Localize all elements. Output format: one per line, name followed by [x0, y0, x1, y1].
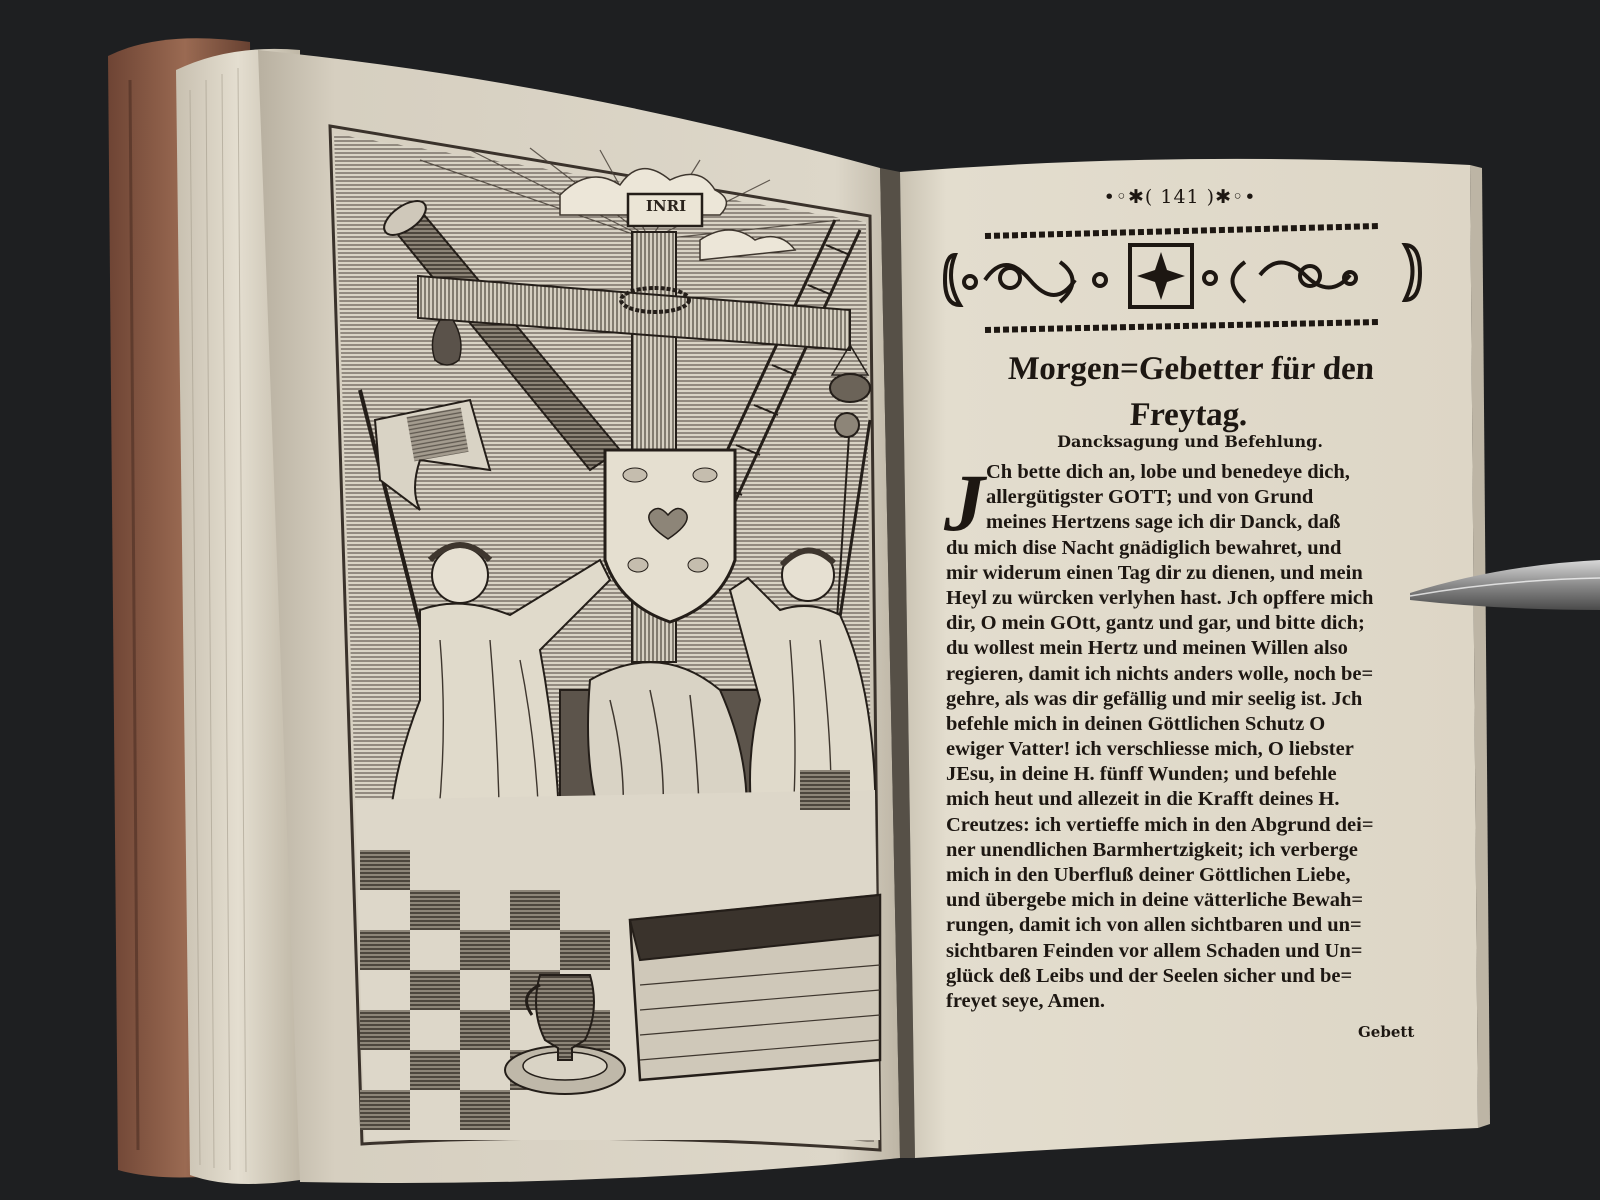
body-line: JEsu, in deine H. fünff Wunden; und befehle — [946, 763, 1337, 786]
body-line: ewiger Vatter! ich verschliesse mich, O liebster — [946, 738, 1354, 761]
body-line: gehre, als was dir gefällig und mir seelig ist. Jch — [946, 687, 1363, 710]
page-title — [938, 346, 1443, 438]
body-line: rungen, damit ich von allen sichtbaren und un= — [946, 914, 1362, 937]
body-line: meines Hertzens sage ich dir Danck, daß — [986, 511, 1341, 534]
body-line: du wollest mein Hertz und meinen Willen also — [946, 637, 1348, 660]
page-title-line-2: Freytag. — [1129, 397, 1249, 433]
inri-plaque-text: INRI — [645, 197, 687, 215]
body-line: dir, O mein GOtt, gantz und gar, und bitte dich; — [946, 612, 1365, 635]
page-title-line-1: Morgen=Gebetter für den — [1007, 351, 1376, 387]
body-line: allergütigster GOTT; und von Grund — [986, 486, 1314, 509]
body-line: befehle mich in deinen Göttlichen Schutz O — [946, 712, 1326, 735]
body-line: Creutzes: ich vertieffe mich in den Abgrund dei= — [946, 813, 1374, 836]
body-line: und übergebe mich in deine vätterliche Bewah= — [946, 889, 1364, 912]
body-line: sichtbaren Feinden vor allem Schaden und Un= — [946, 939, 1363, 962]
catchword: Gebett — [1358, 1023, 1415, 1041]
prayer-body-text — [944, 457, 1412, 1014]
body-line: mir widerum einen Tag dir zu dienen, und mein — [946, 561, 1363, 584]
body-line: glück deß Leibs und der Seelen sicher und be= — [946, 964, 1353, 987]
body-line: mich in den Uberfluß deiner Göttlichen Liebe, — [946, 864, 1351, 886]
tub — [630, 895, 880, 1080]
body-line: regieren, damit ich nichts anders wolle, noch be= — [946, 662, 1374, 685]
page-number: •◦✱( 141 )✱◦• — [1103, 186, 1257, 208]
body-line: Ch bette dich an, lobe und benedeye dich, — [986, 461, 1350, 483]
engraving-illustration — [330, 126, 880, 1150]
drop-cap: J — [944, 457, 985, 548]
body-line: Heyl zu würcken verlyhen hast. Jch opffere mich — [946, 586, 1374, 609]
body-line: freyet seye, Amen. — [946, 989, 1106, 1012]
body-line: mich heut und allezeit in die Krafft deines H. — [946, 788, 1340, 811]
body-line: du mich dise Nacht gnädiglich bewahret, und — [946, 536, 1342, 559]
body-line: ner unendlichen Barmhertzigkeit; ich verberge — [946, 838, 1358, 861]
page-subtitle: Dancksagung und Befehlung. — [1057, 432, 1323, 451]
